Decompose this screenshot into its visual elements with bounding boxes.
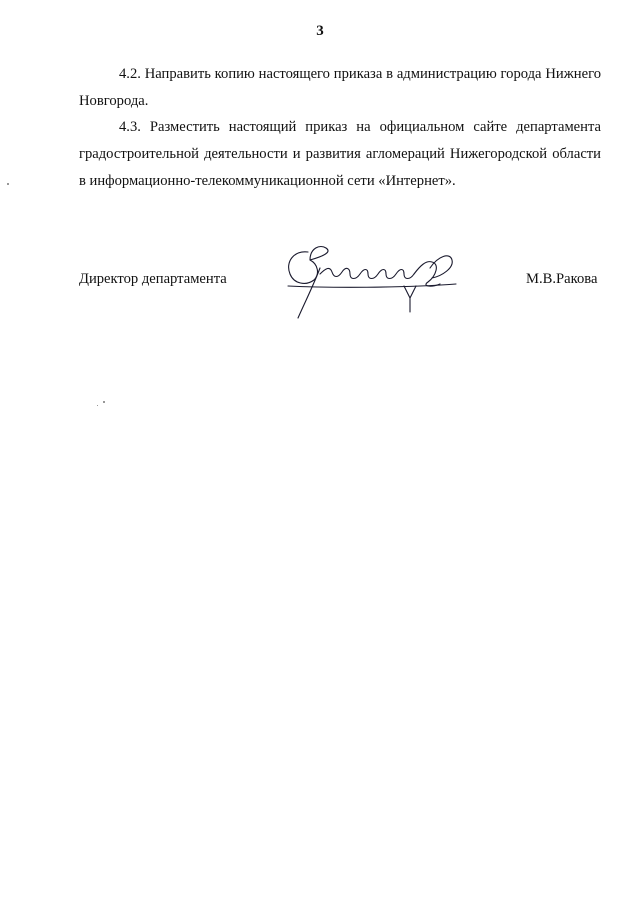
signature-icon bbox=[280, 238, 465, 326]
page-number: 3 bbox=[316, 23, 324, 39]
paragraph-4-2: 4.2. Направить копию настоящего приказа в администрацию города Нижнего Новгорода. bbox=[79, 66, 601, 109]
scan-speck bbox=[97, 405, 98, 406]
scan-speck bbox=[7, 183, 9, 185]
scan-speck bbox=[103, 401, 105, 403]
paragraph-4-3: 4.3. Разместить настоящий приказ на официальном сайте департамента градостроительной деятельности и развития агломераций Нижегородской области в информационно-телекоммуникационной сети «Интернет». bbox=[79, 119, 601, 189]
position-title: Директор департамента bbox=[79, 271, 227, 287]
signatory-name: М.В.Ракова bbox=[526, 271, 598, 287]
